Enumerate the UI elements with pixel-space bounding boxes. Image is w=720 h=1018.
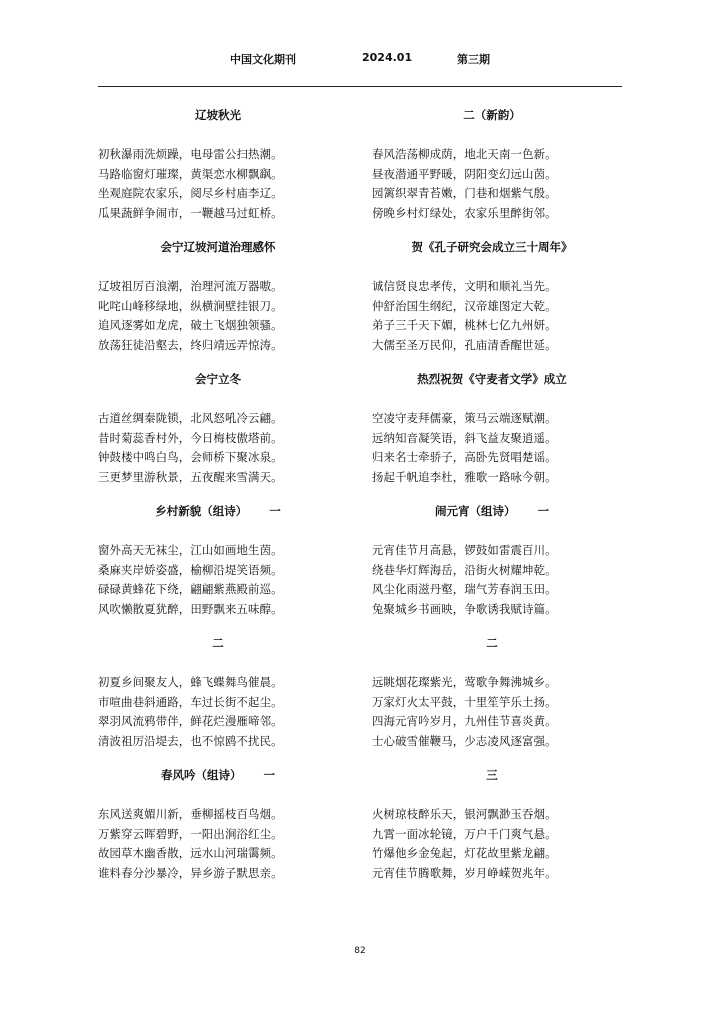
- poem-body: [98, 145, 338, 223]
- journal-name: 中国文化期刊: [230, 53, 296, 66]
- poem-line: 桑麻夹岸娇姿盛，榆柳沿堤笑语频。: [98, 562, 283, 577]
- poem-line: 九霄一面冰轮镜，万户千门爽气悬。: [372, 826, 557, 841]
- issue-date: 2024.01: [362, 51, 413, 64]
- poem-line: 兔聚城乡书画映，争歌诱我赋诗篇。: [372, 601, 557, 616]
- poem-part-number: 一: [537, 504, 549, 518]
- poem-body: [98, 805, 338, 883]
- poem-line: 翠羽风流鸦带伴，鲜花烂漫雁啼邻。: [98, 714, 283, 728]
- poem-body: [372, 145, 612, 223]
- poem-title: [98, 634, 338, 652]
- poem-line: 元宵佳节腾歌舞，岁月峥嵘贺兆年。: [372, 865, 557, 880]
- page-number: 82: [354, 946, 366, 956]
- poem-section: [372, 238, 612, 370]
- poem-section: [98, 634, 338, 766]
- poem-line: 东风送爽媚川新，垂柳摇枝百鸟烟。: [98, 807, 283, 821]
- poem-title: [372, 238, 612, 256]
- poem-line: 大儒至圣万民仰，孔庙清香醒世延。: [372, 337, 557, 352]
- poem-line: 故园草木幽香散，远水山河瑞霭频。: [98, 846, 283, 860]
- poem-line: 叱咤山峰移绿地，纵横涧壁挂银刀。: [98, 298, 283, 313]
- poem-title-text: 会宁辽坡河道治理感怀: [160, 240, 276, 254]
- poem-title: [372, 634, 612, 652]
- poem-body: [372, 277, 612, 355]
- poem-line: 归来名士牵骄子，高卧先贤唱楚谣。: [372, 450, 557, 464]
- poem-section: [372, 106, 612, 238]
- poem-line: 远眺烟花璨紫光，莺歌争舞沸城乡。: [372, 675, 557, 689]
- poem-section: [98, 766, 338, 898]
- poem-section: [372, 634, 612, 766]
- poem-line: 傍晚乡村灯绿处，农家乐里醉街邻。: [372, 205, 557, 220]
- poem-line: 元宵佳节月高悬，锣鼓如雷震百川。: [372, 543, 557, 557]
- poem-line: 初秋瀑雨洗烦躁，电母雷公扫热潮。: [98, 147, 283, 161]
- poem-title: [372, 766, 612, 784]
- poem-section: [98, 502, 338, 634]
- poem-title: [98, 370, 338, 388]
- poem-body: [98, 541, 338, 619]
- poem-part-number: 一: [263, 768, 275, 782]
- poem-line: 放荡狂徒沿壑去，终归靖远弄惊涛。: [98, 337, 283, 352]
- poem-line: 马路临窗灯璀璨，黄渠恋水柳飘飖。: [98, 166, 283, 181]
- poem-line: 辽坡祖厉百浪潮，治理河流万器嗷。: [98, 279, 283, 293]
- poem-line: 风尘化雨滋丹壑，瑞气芳春润玉田。: [372, 582, 557, 596]
- poem-title-text: 会宁立冬: [195, 372, 241, 386]
- poem-line: 坐观庭院农家乐，阅尽乡村庙李辽。: [98, 186, 283, 200]
- poem-title: [372, 502, 612, 520]
- poem-line: 瓜果蔬鲜争闹市，一鞭越马过虹桥。: [98, 205, 283, 220]
- poem-line: 古道丝绸秦陇锁，北风怒吼冷云翩。: [98, 411, 283, 425]
- poem-line: 三更梦里游秋景，五夜醒来雪满天。: [98, 469, 283, 484]
- poem-line: 远纳知音凝笑语，斜飞益友聚逍遥。: [372, 430, 557, 445]
- poem-title-text: 三: [486, 768, 498, 782]
- poem-section: [372, 766, 612, 898]
- poem-line: 万紫穿云晖碧野，一阳出涧浴红尘。: [98, 826, 283, 841]
- poem-title-text: 热烈祝贺《守麦者文学》成立: [417, 372, 567, 386]
- poem-line: 追风逐雾如龙虎，破土飞烟独领骚。: [98, 318, 283, 332]
- poem-title: [372, 370, 612, 388]
- poem-section: [372, 370, 612, 502]
- poem-line: 竹爆他乡金兔起，灯花故里紫龙翩。: [372, 846, 557, 860]
- poem-line: 风吹懒散夏犹醉，田野飘来五味醇。: [98, 601, 283, 616]
- poem-section: [98, 238, 338, 370]
- poem-line: 市喧曲巷斜通路，车过长街不起尘。: [98, 694, 283, 709]
- right-column: [372, 106, 612, 898]
- poem-line: 谁料春分沙暴冷，异乡游子默思亲。: [98, 865, 283, 880]
- poem-title-text: 二: [212, 636, 224, 650]
- poem-line: 园篱织翠青苔嫩，门巷和烟紫气殷。: [372, 186, 557, 200]
- left-column: [98, 106, 338, 898]
- poem-title-text: 乡村新貌（组诗）: [155, 504, 248, 518]
- poem-body: [372, 805, 612, 883]
- issue-number: 第三期: [457, 53, 490, 66]
- poem-title-text: 二（新韵）: [463, 108, 521, 122]
- poem-title-text: 闹元宵（组诗）: [435, 504, 516, 518]
- poem-line: 四海元宵吟岁月，九州佳节喜炎黄。: [372, 714, 557, 728]
- poem-body: [372, 673, 612, 751]
- poem-title: [372, 106, 612, 124]
- poem-section: [372, 502, 612, 634]
- poem-section: [98, 370, 338, 502]
- poem-body: [372, 541, 612, 619]
- poem-body: [372, 409, 612, 487]
- poem-title-text: 二: [486, 636, 498, 650]
- poem-line: 钟鼓楼中鸣白鸟，会师桥下聚冰泉。: [98, 450, 283, 464]
- poem-line: 仲舒治国生纲纪，汉帝雄图定大乾。: [372, 298, 557, 313]
- poem-line: 空凌守麦拜儒豪，策马云端逐赋潮。: [372, 411, 557, 425]
- poem-title-text: 贺《孔子研究会成立三十周年》: [411, 240, 573, 254]
- poem-title: [98, 766, 338, 784]
- poem-line: 清波祖厉沿堤去，也不惊鸥不扰民。: [98, 733, 283, 748]
- poem-line: 初夏乡间聚友人，蜂飞蝶舞鸟催晨。: [98, 675, 283, 689]
- poem-line: 万家灯火太平鼓，十里笙竽乐土扬。: [372, 694, 557, 709]
- poem-line: 春风浩荡柳成荫，地北天南一色新。: [372, 147, 557, 161]
- poem-line: 绕巷华灯辉海岳，沿街火树耀坤乾。: [372, 562, 557, 577]
- page-header: [0, 51, 720, 71]
- poem-title-text: 辽坡秋光: [195, 108, 241, 122]
- poem-line: 诚信贤良忠孝传，文明和顺礼当先。: [372, 279, 557, 293]
- poem-line: 扬起千帆追李杜，雅歌一路咏今朝。: [372, 469, 557, 484]
- poem-line: 昼夜潜通平野暖，阴阳变幻远山茵。: [372, 166, 557, 181]
- poem-title: [98, 502, 338, 520]
- poem-line: 士心破雪催鞭马，少志凌风逐富强。: [372, 733, 557, 748]
- poem-line: 窗外高天无袜尘，江山如画地生茵。: [98, 543, 283, 557]
- poem-part-number: 一: [269, 504, 281, 518]
- poem-body: [98, 673, 338, 751]
- poem-line: 火树琼枝醉乐天，银河飘渺玉吞烟。: [372, 807, 557, 821]
- poem-body: [98, 409, 338, 487]
- poem-body: [98, 277, 338, 355]
- poem-title: [98, 106, 338, 124]
- header-divider: [98, 86, 622, 87]
- poem-section: [98, 106, 338, 238]
- poem-line: 弟子三千天下媚，桃林七亿九州妍。: [372, 318, 557, 332]
- poem-title-text: 春风吟（组诗）: [161, 768, 242, 782]
- poem-title: [98, 238, 338, 256]
- poem-line: 碌碌黄蜂花下绕，翩翩紫燕殿前巡。: [98, 582, 283, 596]
- poem-line: 昔时菊蕊香村外，今日梅枝傲塔前。: [98, 430, 283, 445]
